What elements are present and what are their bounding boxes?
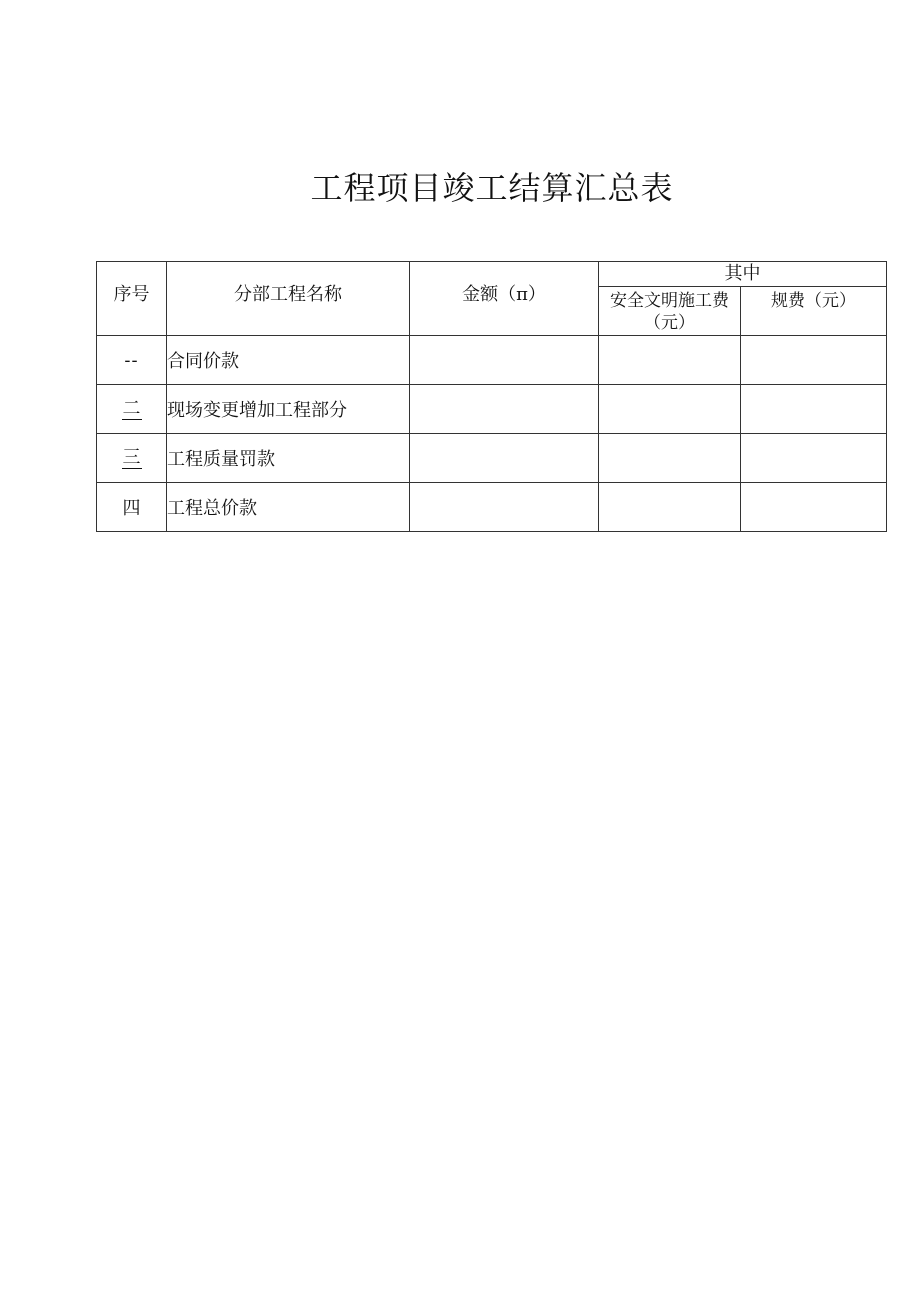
- header-safety-label: 安全文明施工费: [610, 291, 729, 311]
- header-group-among: 其中: [599, 262, 887, 287]
- header-safety-fee: [599, 287, 741, 336]
- table-row: [97, 385, 887, 434]
- table-row: [97, 483, 887, 532]
- row-regulatory-fee: [741, 434, 887, 483]
- row-name: 工程质量罚款: [167, 434, 410, 483]
- row-amount: [410, 434, 599, 483]
- document-title: 工程项目竣工结算汇总表: [310, 169, 674, 207]
- row-amount: [410, 483, 599, 532]
- row-seq-label: 二: [122, 398, 141, 419]
- row-amount: [410, 385, 599, 434]
- row-safety-fee: [599, 434, 741, 483]
- row-seq: [97, 434, 167, 483]
- row-regulatory-fee: [741, 336, 887, 385]
- header-amount-label: 金额（π）: [462, 284, 546, 305]
- row-seq-label: 三: [122, 447, 141, 468]
- settlement-summary-table: [96, 261, 887, 532]
- row-name: 现场变更增加工程部分: [167, 385, 410, 434]
- row-safety-fee: [599, 483, 741, 532]
- row-name: 工程总价款: [167, 483, 410, 532]
- row-amount: [410, 336, 599, 385]
- table-row: [97, 336, 887, 385]
- header-name-label: 分部工程名称: [234, 284, 342, 305]
- row-regulatory-fee: [741, 483, 887, 532]
- table-row: [97, 434, 887, 483]
- row-regulatory-fee: [741, 385, 887, 434]
- header-regulatory-fee: [741, 287, 887, 336]
- header-seq: [97, 262, 167, 336]
- header-amount: [410, 262, 599, 336]
- row-seq: [97, 385, 167, 434]
- header-safety-unit: （元）: [644, 313, 695, 333]
- row-safety-fee: [599, 336, 741, 385]
- header-seq-label: 序号: [113, 284, 150, 305]
- row-safety-fee: [599, 385, 741, 434]
- header-name: [167, 262, 410, 336]
- row-seq-label: 四: [122, 498, 141, 519]
- row-seq: [97, 336, 167, 385]
- header-fee-label: 规费（元）: [771, 291, 856, 311]
- row-seq: [97, 483, 167, 532]
- row-name: 合同价款: [167, 336, 410, 385]
- row-seq-label: --: [124, 349, 139, 371]
